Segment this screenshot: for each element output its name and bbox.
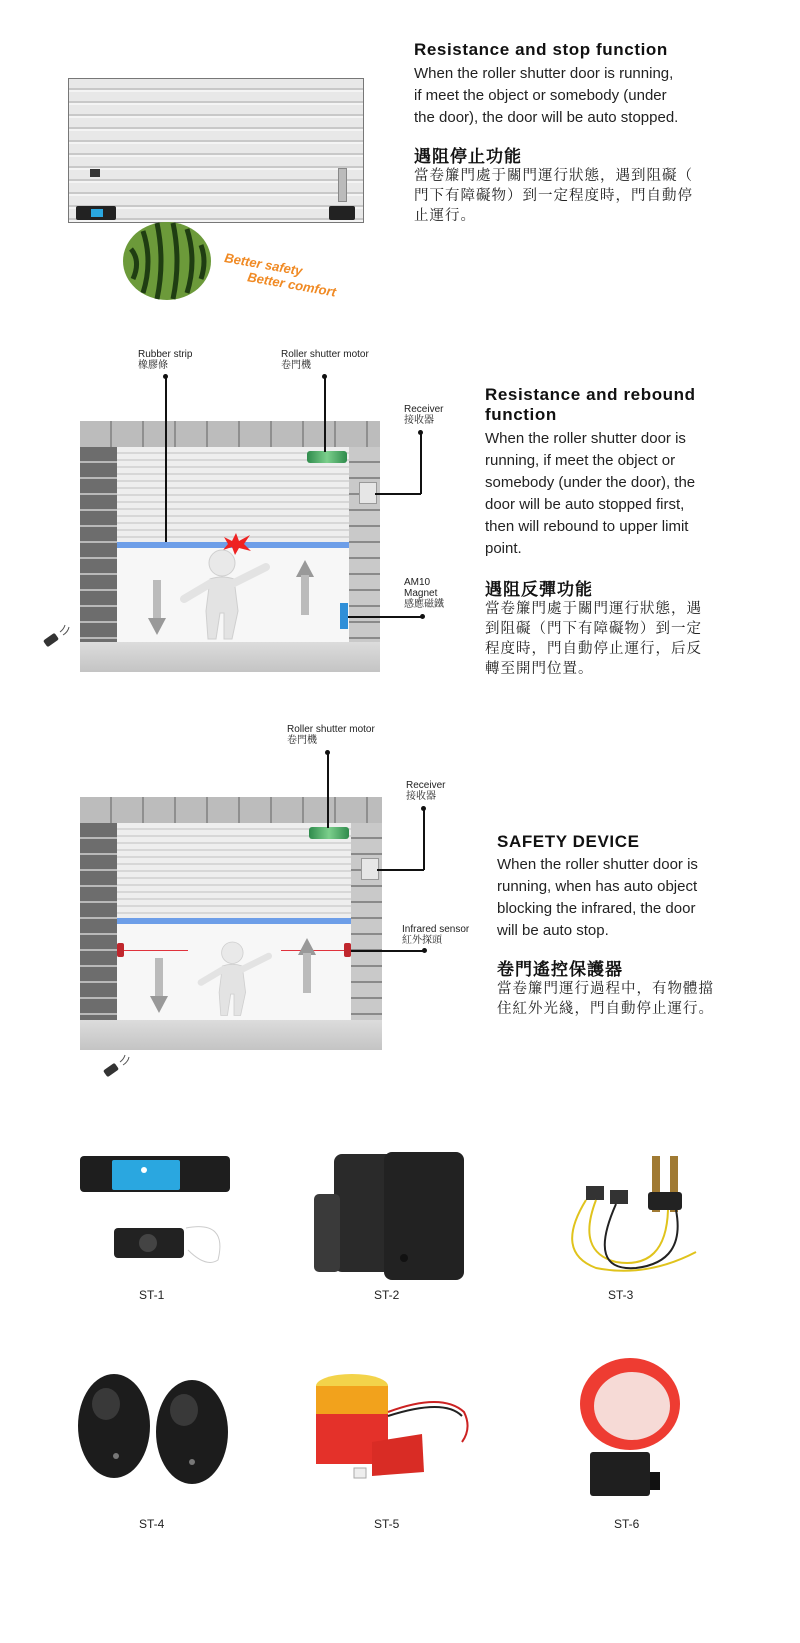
- siren-icon: [312, 1372, 472, 1482]
- label-line: 卷門機: [287, 735, 317, 746]
- text-line: somebody (under the door), the: [485, 474, 696, 491]
- product-code: ST-1: [139, 1288, 165, 1302]
- label-motor: [287, 724, 375, 746]
- sensor-box-icon: [329, 206, 355, 220]
- magnet-box-icon: [312, 1150, 466, 1284]
- callout-line: [423, 808, 425, 870]
- floor: [80, 642, 380, 672]
- slogan: [221, 250, 340, 300]
- label-line: Roller shutter motor: [281, 349, 369, 360]
- slogan-line-1: Better safety: [223, 250, 304, 279]
- callout-line: [327, 752, 329, 828]
- wall-left: [80, 823, 117, 1033]
- arrow-up-icon: [296, 560, 314, 615]
- text-line: point.: [485, 540, 522, 557]
- person-icon: [196, 938, 272, 1022]
- label-line: Receiver: [404, 404, 444, 415]
- product-code: ST-5: [374, 1517, 400, 1531]
- text-line: When the roller shutter door is: [497, 856, 698, 873]
- watermelon-icon: [121, 219, 213, 301]
- callout-line: [165, 376, 167, 542]
- text-line: then will rebound to upper limit: [485, 518, 689, 535]
- infrared-sensor-icon: [344, 943, 351, 957]
- section3-title-en: SAFETY DEVICE: [497, 832, 640, 851]
- text-line: 當卷簾門運行過程中，有物體擋: [497, 981, 714, 997]
- text-line: 住紅外光綫，門自動停止運行。: [497, 1001, 714, 1017]
- slogan-line-2: Better comfort: [246, 269, 338, 300]
- product-code: ST-3: [608, 1288, 634, 1302]
- wire-connector-icon: [556, 1152, 702, 1282]
- text-line: 當卷簾門處于關門運行狀態，遇到阻礙（: [414, 168, 693, 184]
- section3-body-cn: [497, 979, 714, 1019]
- shutter-door-image: [68, 78, 364, 223]
- arrow-down-icon: [150, 958, 168, 1013]
- product-code: ST-2: [374, 1288, 400, 1302]
- remote-control-icon: [100, 1054, 130, 1080]
- motor-icon: [309, 827, 349, 839]
- section2-title-en: [485, 385, 696, 425]
- section2-body-cn: [485, 599, 702, 679]
- text-line: will be auto stop.: [497, 922, 609, 939]
- label-line: 感應磁鐵: [404, 599, 444, 610]
- warning-lamp-icon: [576, 1354, 686, 1504]
- callout-line: [348, 616, 422, 618]
- label-line: 接收器: [404, 415, 434, 426]
- floor: [80, 1020, 382, 1050]
- wall-lintel: [80, 421, 380, 447]
- arrow-down-icon: [148, 580, 166, 635]
- label-line: Roller shutter motor: [287, 724, 375, 735]
- text-line: running, when has auto object: [497, 878, 698, 895]
- remote-control-icon: [40, 624, 70, 650]
- label-receiver: [406, 780, 445, 802]
- text-line: 當卷簾門處于關門運行狀態，遇: [485, 601, 702, 617]
- section1-title-en: Resistance and stop function: [414, 40, 668, 59]
- motor-icon: [307, 451, 347, 463]
- product-code: ST-6: [614, 1517, 640, 1531]
- sensor-box-icon: [76, 206, 116, 220]
- bracket-icon: [338, 168, 347, 202]
- callout-line: [377, 869, 424, 871]
- section1-body-en: [414, 63, 678, 129]
- text-line: 程度時，門自動停止運行，后反: [485, 641, 702, 657]
- text-line: 門下有障礙物）到一定程度時，門自動停: [414, 188, 693, 204]
- label-line: 橡膠條: [138, 360, 168, 371]
- label-rubber-strip: [138, 349, 192, 371]
- callout-line: [420, 432, 422, 494]
- text-line: if meet the object or somebody (under: [414, 87, 667, 104]
- sensor-icon: [90, 169, 100, 177]
- text-line: When the roller shutter door is running,: [414, 65, 674, 82]
- arrow-up-icon: [298, 938, 316, 993]
- label-line: Magnet: [404, 588, 438, 599]
- section1-title-cn: 遇阻停止功能: [414, 147, 522, 167]
- label-line: 卷門機: [281, 360, 311, 371]
- person-icon: [178, 549, 270, 643]
- section3-body-en: [497, 854, 698, 942]
- text-line: 轉至開門位置。: [485, 661, 594, 677]
- label-line: Receiver: [406, 780, 446, 791]
- wall-right: [349, 447, 380, 657]
- callout-line: [351, 950, 424, 952]
- title-line: Resistance and rebound: [485, 385, 696, 404]
- wall-lintel: [80, 797, 382, 823]
- callout-line: [324, 376, 326, 452]
- label-infrared: [402, 924, 469, 946]
- label-motor: [281, 349, 369, 371]
- label-line: Rubber strip: [138, 349, 193, 360]
- section2-title-cn: 遇阻反彈功能: [485, 580, 593, 600]
- text-line: When the roller shutter door is: [485, 430, 686, 447]
- text-line: door will be auto stopped first,: [485, 496, 685, 513]
- callout-line: [375, 493, 421, 495]
- infrared-beam: [124, 950, 188, 951]
- text-line: running, if meet the object or: [485, 452, 676, 469]
- text-line: blocking the infrared, the door: [497, 900, 696, 917]
- title-line: function: [485, 405, 557, 424]
- section2-body-en: [485, 428, 695, 560]
- section3-title-cn: 卷門遙控保護器: [497, 960, 623, 980]
- product-code: ST-4: [139, 1517, 165, 1531]
- wall-left: [80, 447, 117, 657]
- section1-body-cn: [414, 166, 693, 226]
- infrared-sensor-icon: [117, 943, 124, 957]
- text-line: 止運行。: [414, 208, 476, 224]
- label-line: 接收器: [406, 791, 436, 802]
- text-line: 到阻礙（門下有障礙物）到一定: [485, 621, 702, 637]
- wall-right: [351, 823, 382, 1033]
- receiver-box-icon: [78, 1150, 234, 1270]
- label-receiver: [404, 404, 443, 426]
- label-magnet: [404, 577, 444, 610]
- magnet-icon: [340, 603, 348, 629]
- text-line: the door), the door will be auto stopped.: [414, 109, 679, 126]
- label-line: Infrared sensor: [402, 924, 470, 935]
- label-line: 紅外探頭: [402, 935, 442, 946]
- label-line: AM10: [404, 577, 431, 588]
- infrared-eye-icon: [76, 1374, 232, 1486]
